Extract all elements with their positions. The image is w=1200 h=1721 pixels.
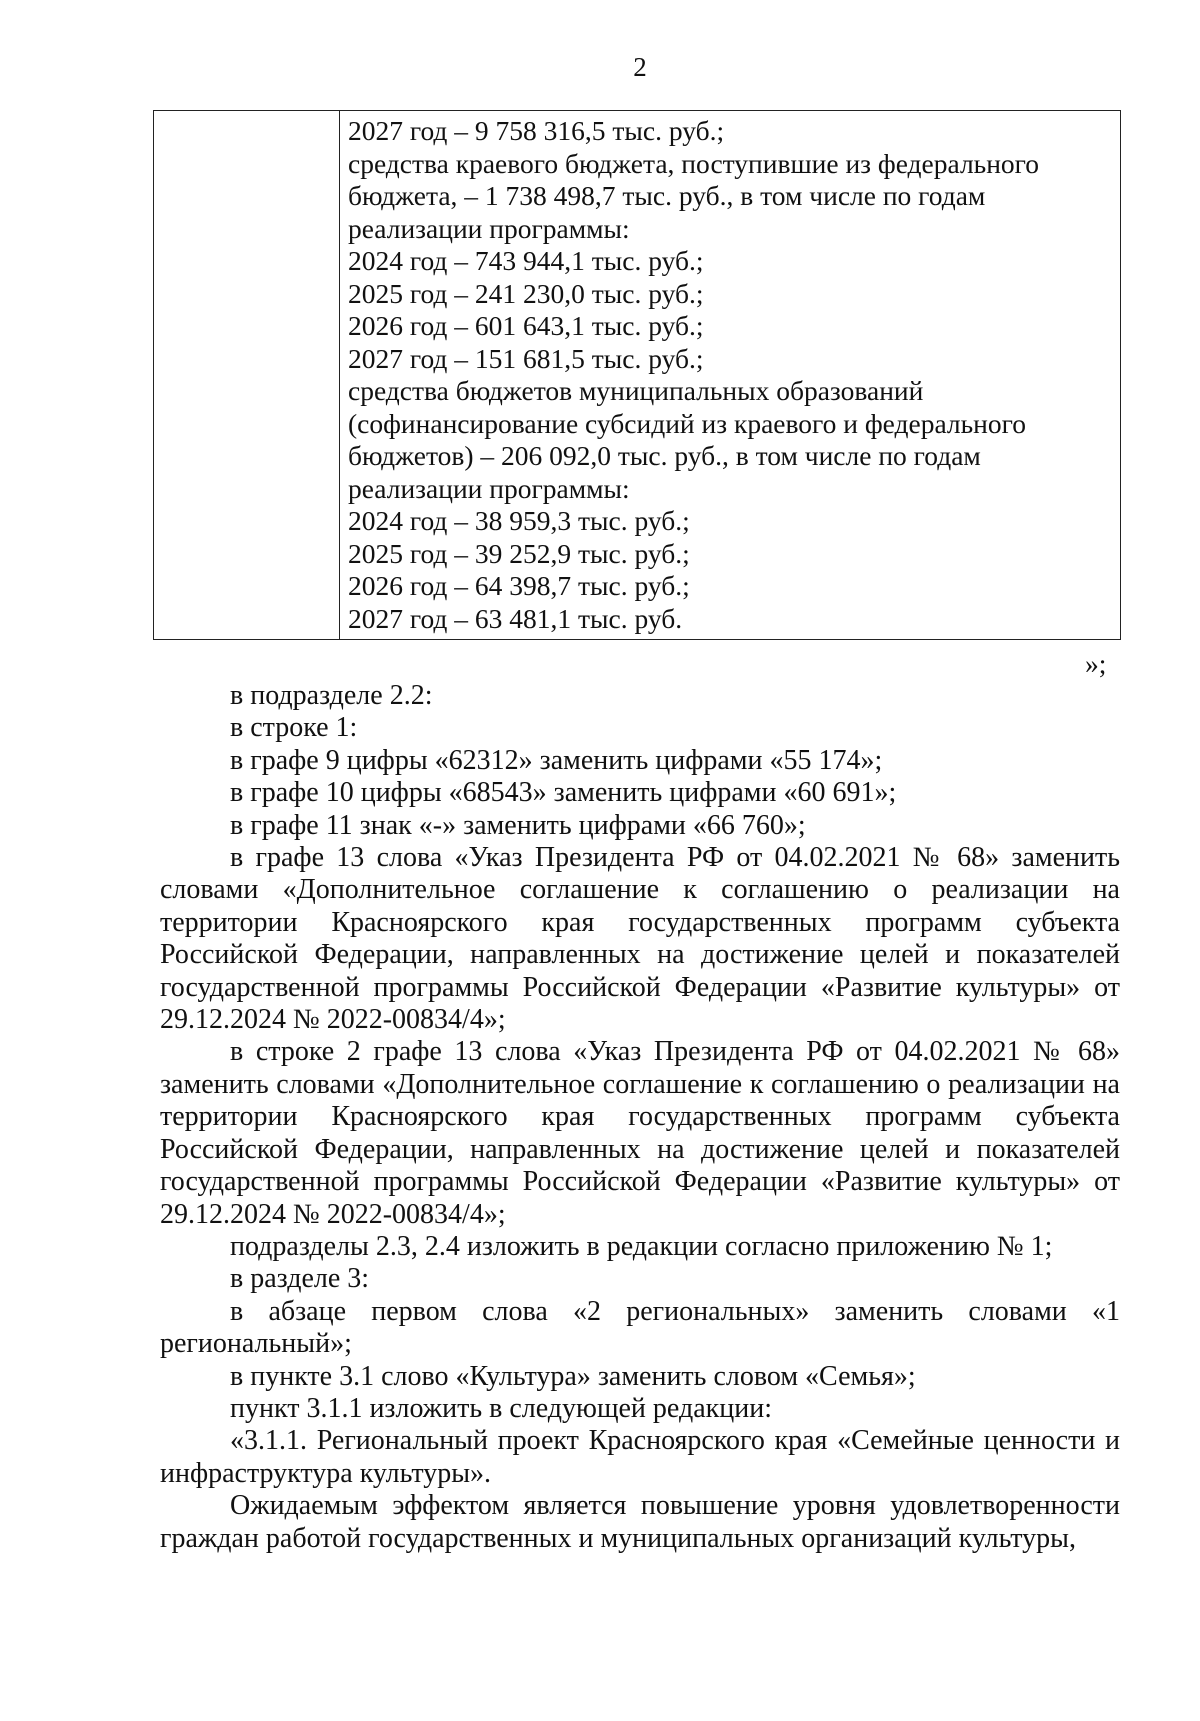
table-line: 2025 год – 39 252,9 тыс. руб.; [348, 537, 690, 569]
table-line: реализации программы: [348, 472, 630, 504]
paragraph: подразделы 2.3, 2.4 изложить в редакции согласно приложению № 1; [230, 1230, 1053, 1262]
budget-table [153, 110, 1121, 640]
table-line: бюджетов) – 206 092,0 тыс. руб., в том числе по годам [348, 440, 981, 471]
paragraph: в графе 9 цифры «62312» заменить цифрами «55 174»; [230, 744, 883, 776]
closing-quote: »; [1085, 648, 1107, 679]
paragraph: «3.1.1. Региональный проект Красноярского края «Семейные ценности и инфраструктура культуры». [160, 1425, 1120, 1489]
table-line: 2024 год – 38 959,3 тыс. руб.; [348, 505, 690, 536]
table-line: (софинансирование субсидий из краевого и федерального [348, 407, 1026, 439]
table-line: 2024 год – 743 944,1 тыс. руб.; [348, 245, 704, 276]
paragraph: в графе 13 слова «Указ Президента РФ от 04.02.2021 № 68» заменить словами «Дополнительное соглашение к соглашению о реализации на территории Красноярского края государственных программ субъекта Российской Федерации, направленных на достижение целей и показателей государственной программы Российской Федерации «Развитие культуры» от 29.12.2024 № 2022-00834/4»; [160, 842, 1120, 1036]
paragraph: пункт 3.1.1 изложить в следующей редакции: [230, 1392, 772, 1424]
paragraph: в строке 2 графе 13 слова «Указ Президента РФ от 04.02.2021 № 68» заменить словами «Дополнительное соглашение к соглашению о реализации на территории Красноярского края государственных программ субъекта Российской Федерации, направленных на достижение целей и показателей государственной программы Российской Федерации «Развитие культуры» от 29.12.2024 № 2022-00834/4»; [160, 1036, 1120, 1230]
paragraph: в пункте 3.1 слово «Культура» заменить словом «Семья»; [230, 1360, 916, 1392]
paragraph: в графе 11 знак «-» заменить цифрами «66 760»; [230, 809, 806, 841]
table-right-cell [340, 111, 1121, 640]
paragraph: в подразделе 2.2: [230, 680, 433, 711]
table-line: реализации программы: [348, 212, 630, 244]
table-line: 2026 год – 64 398,7 тыс. руб.; [348, 570, 690, 601]
table-line: средства бюджетов муниципальных образований [348, 375, 924, 406]
table-line: 2025 год – 241 230,0 тыс. руб.; [348, 277, 704, 309]
page-number: 2 [633, 52, 647, 82]
paragraph: в графе 10 цифры «68543» заменить цифрами «60 691»; [230, 777, 897, 809]
document-body [160, 680, 1120, 1555]
table-line: 2026 год – 601 643,1 тыс. руб.; [348, 310, 704, 341]
paragraph: в абзаце первом слова «2 региональных» заменить словами «1 региональный»; [160, 1295, 1120, 1360]
paragraph: в строке 1: [230, 712, 358, 744]
table-row [154, 111, 1121, 640]
table-line: 2027 год – 151 681,5 тыс. руб.; [348, 342, 704, 374]
table-line: средства краевого бюджета, поступившие из федерального [348, 147, 1040, 179]
table-left-cell [154, 111, 340, 640]
table-line: 2027 год – 9 758 316,5 тыс. руб.; [348, 115, 725, 146]
table-line: бюджета, – 1 738 498,7 тыс. руб., в том числе по годам [348, 180, 986, 211]
paragraph: Ожидаемым эффектом является повышение уровня удовлетворенности граждан работой государственных и муниципальных организаций культуры, [160, 1490, 1120, 1554]
table-line: 2027 год – 63 481,1 тыс. руб. [348, 602, 683, 634]
paragraph: в разделе 3: [230, 1263, 370, 1295]
